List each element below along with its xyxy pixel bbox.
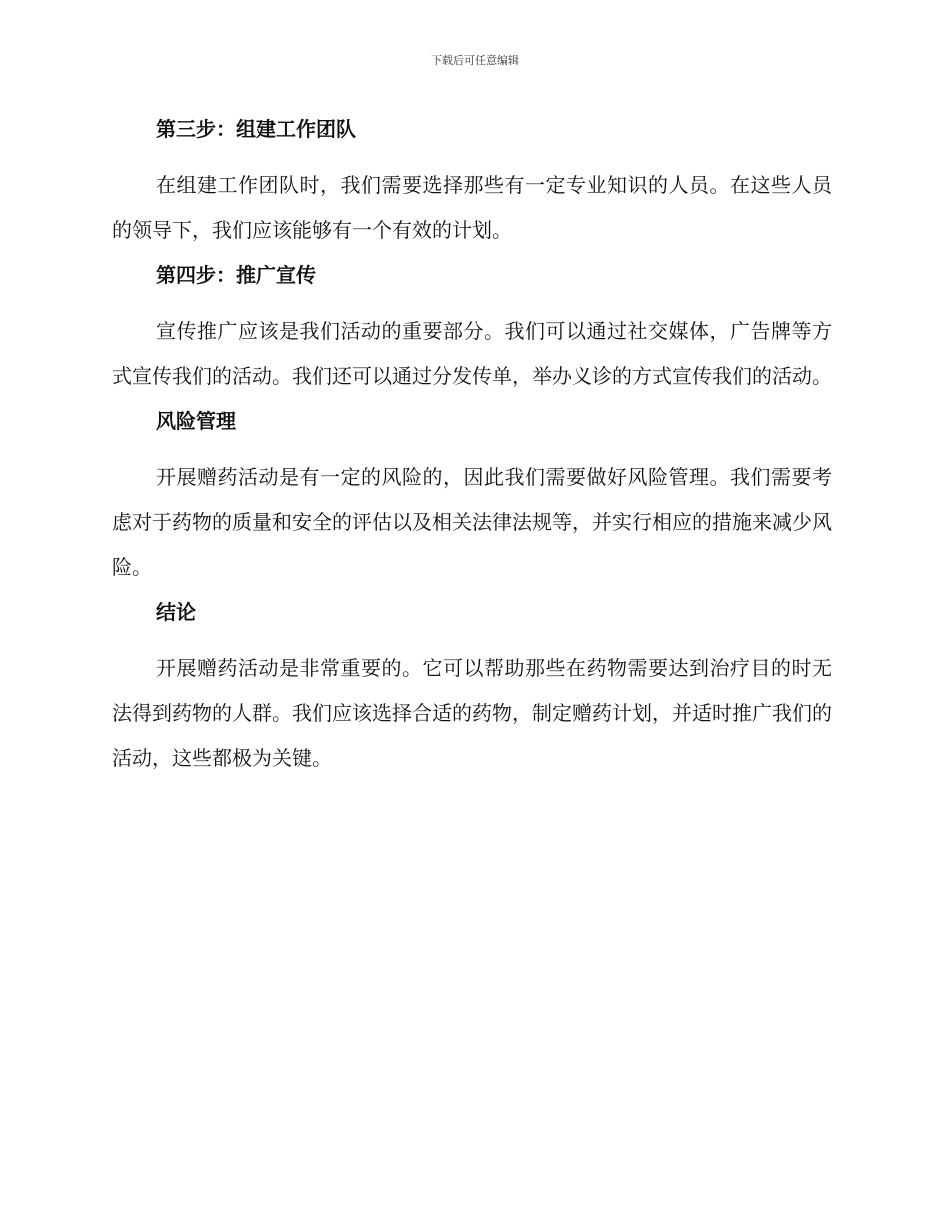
section-paragraph: 开展赠药活动是有一定的风险的，因此我们需要做好风险管理。我们需要考虑对于药物的质量和安全的评估以及相关法律法规等，并实行相应的措施来减少风险。 [112, 465, 832, 579]
section-conclusion [112, 595, 832, 781]
section-promotion [112, 258, 832, 399]
section-paragraph: 在组建工作团队时，我们需要选择那些有一定专业知识的人员。在这些人员的领导下，我们应该能够有一个有效的计划。 [112, 173, 832, 242]
section-heading: 第三步：组建工作团队 [156, 117, 356, 141]
section-paragraph: 宣传推广应该是我们活动的重要部分。我们可以通过社交媒体，广告牌等方式宣传我们的活动。我们还可以通过分发传单，举办义诊的方式宣传我们的活动。 [112, 319, 832, 388]
page-header: 下载后可任意编辑 [431, 54, 519, 67]
section-heading: 风险管理 [156, 409, 236, 433]
section-risk-management [112, 404, 832, 590]
section-team-building [112, 112, 832, 253]
section-paragraph: 开展赠药活动是非常重要的。它可以帮助那些在药物需要达到治疗目的时无法得到药物的人群。我们应该选择合适的药物，制定赠药计划，并适时推广我们的活动，这些都极为关键。 [112, 656, 832, 770]
section-heading: 结论 [156, 600, 196, 624]
section-heading: 第四步：推广宣传 [156, 263, 316, 287]
document-body [112, 112, 832, 786]
